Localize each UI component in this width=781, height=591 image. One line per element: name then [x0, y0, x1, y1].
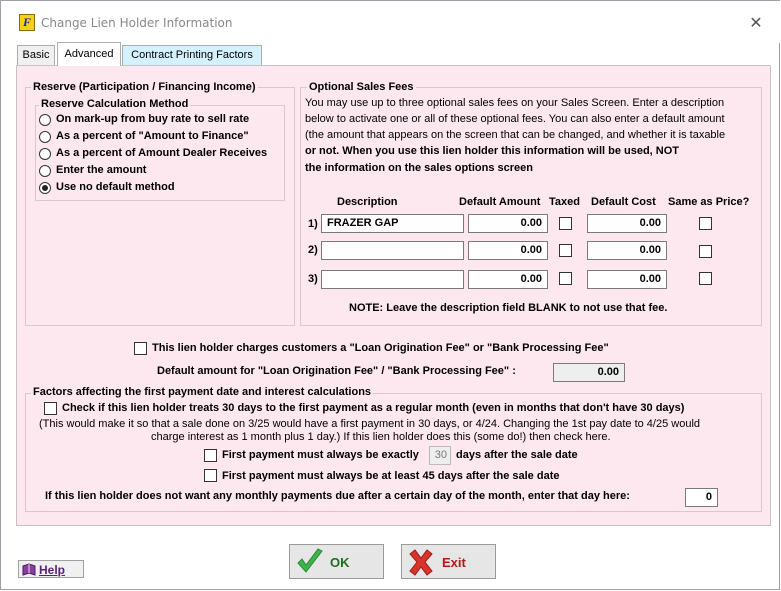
radio-percent-dealer-receives-label: As a percent of Amount Dealer Receives — [56, 147, 268, 159]
ok-button[interactable] — [289, 544, 384, 579]
origination-fee-label: This lien holder charges customers a "Loan Origination Fee" or "Bank Processing Fee" — [152, 342, 609, 354]
fee-3-amount-input[interactable]: 0.00 — [468, 270, 548, 289]
origination-fee-checkbox[interactable] — [134, 342, 147, 355]
cutoff-day-input[interactable]: 0 — [685, 488, 718, 507]
fees-note: NOTE: Leave the description field BLANK to not use that fee. — [349, 302, 668, 314]
fee-2-description-input[interactable] — [321, 241, 464, 260]
title-bar — [1, 1, 780, 43]
exit-label: Exit — [442, 555, 466, 570]
fee-2-amount-input[interactable]: 0.00 — [468, 241, 548, 260]
header-default-amount: Default Amount — [459, 196, 541, 208]
fee-3-description-input[interactable] — [321, 270, 464, 289]
fee-1-description-input[interactable]: FRAZER GAP — [321, 214, 464, 233]
header-same-as-price: Same as Price? — [668, 196, 750, 208]
thirty-day-month-label: Check if this lien holder treats 30 days to the first payment as a regular month (even in months that don't have 30 days) — [62, 402, 685, 414]
ok-label: OK — [330, 555, 350, 570]
radio-percent-amount-finance-label: As a percent of "Amount to Finance" — [56, 130, 249, 142]
fees-desc-line-4: or not. When you use this lien holder this information will be used, NOT — [305, 145, 680, 157]
at-least-45-checkbox[interactable] — [204, 469, 217, 482]
exact-days-label: First payment must always be exactly — [222, 449, 419, 461]
fee-3-taxed-checkbox[interactable] — [559, 272, 572, 285]
fees-desc-line-2: below to activate one or all of these optional fees. You can also enter a default amount — [305, 113, 725, 125]
header-description: Description — [337, 196, 398, 208]
header-taxed: Taxed — [549, 196, 580, 208]
factors-title: Factors affecting the first payment date and interest calculations — [33, 386, 372, 398]
fees-desc-line-1: You may use up to three optional sales fees on your Sales Screen. Enter a description — [305, 97, 725, 109]
radio-percent-amount-finance[interactable] — [39, 131, 51, 143]
fee-2-taxed-checkbox[interactable] — [559, 244, 572, 257]
radio-markup[interactable] — [39, 114, 51, 126]
fee-row-1-num: 1) — [308, 218, 318, 230]
fee-1-cost-input[interactable]: 0.00 — [587, 214, 667, 233]
fee-row-3-num: 3) — [308, 273, 318, 285]
fee-3-cost-input[interactable]: 0.00 — [587, 270, 667, 289]
close-icon[interactable]: ✕ — [749, 13, 763, 32]
exact-days-suffix: days after the sale date — [456, 449, 578, 461]
window-title: Change Lien Holder Information — [41, 16, 233, 30]
fee-3-same-checkbox[interactable] — [699, 272, 712, 285]
reserve-method-title: Reserve Calculation Method — [41, 98, 189, 110]
app-icon: F — [19, 14, 35, 31]
factors-explain-line-1: (This would make it so that a sale done on 3/25 would have a first payment in 30 days, or 4/24. Changing the 1st pay date to 4/25 would — [39, 418, 701, 430]
origination-default-input[interactable]: 0.00 — [553, 363, 625, 382]
exit-button[interactable] — [401, 544, 496, 579]
optional-fees-title: Optional Sales Fees — [309, 81, 414, 93]
radio-no-default-label: Use no default method — [56, 181, 175, 193]
radio-percent-dealer-receives[interactable] — [39, 148, 51, 160]
fees-desc-line-4-wrap — [305, 145, 679, 157]
fee-row-2-num: 2) — [308, 244, 318, 256]
radio-no-default[interactable] — [39, 182, 51, 194]
thirty-day-month-checkbox[interactable] — [44, 402, 57, 415]
fee-2-cost-input[interactable]: 0.00 — [587, 241, 667, 260]
tab-basic[interactable]: Basic — [17, 45, 55, 65]
at-least-45-label: First payment must always be at least 45 days after the sale date — [222, 470, 560, 482]
fee-1-amount-input[interactable]: 0.00 — [468, 214, 548, 233]
exact-days-input[interactable]: 30 — [429, 446, 451, 465]
fees-desc-line-3: (the amount that appears on the screen that can be changed, and whether it is taxable — [305, 129, 726, 141]
radio-enter-amount[interactable] — [39, 165, 51, 177]
help-label: Help — [39, 563, 66, 577]
radio-enter-amount-label: Enter the amount — [56, 164, 147, 176]
origination-default-label: Default amount for "Loan Origination Fee" / "Bank Processing Fee" : — [157, 365, 516, 377]
header-default-cost: Default Cost — [591, 196, 656, 208]
tab-contract-printing-factors[interactable]: Contract Printing Factors — [122, 45, 262, 65]
radio-markup-label: On mark-up from buy rate to sell rate — [56, 113, 250, 125]
reserve-title: Reserve (Participation / Financing Income) — [33, 81, 256, 93]
tab-advanced[interactable]: Advanced — [57, 42, 121, 66]
exit-x-icon — [407, 549, 435, 576]
help-button[interactable] — [18, 560, 84, 578]
cutoff-day-label: If this lien holder does not want any monthly payments due after a certain day of the month, enter that day here: — [45, 490, 630, 502]
fee-1-taxed-checkbox[interactable] — [559, 217, 572, 230]
checkmark-icon — [295, 548, 325, 576]
factors-explain-line-2: charge interest as 1 month plus 1 day.) If this lien holder does this (some do!) then check here. — [151, 431, 611, 443]
exact-days-checkbox[interactable] — [204, 449, 217, 462]
fees-desc-line-5: the information on the sales options screen — [305, 162, 533, 174]
help-book-icon — [22, 563, 36, 576]
fee-1-same-checkbox[interactable] — [699, 217, 712, 230]
fee-2-same-checkbox[interactable] — [699, 245, 712, 258]
